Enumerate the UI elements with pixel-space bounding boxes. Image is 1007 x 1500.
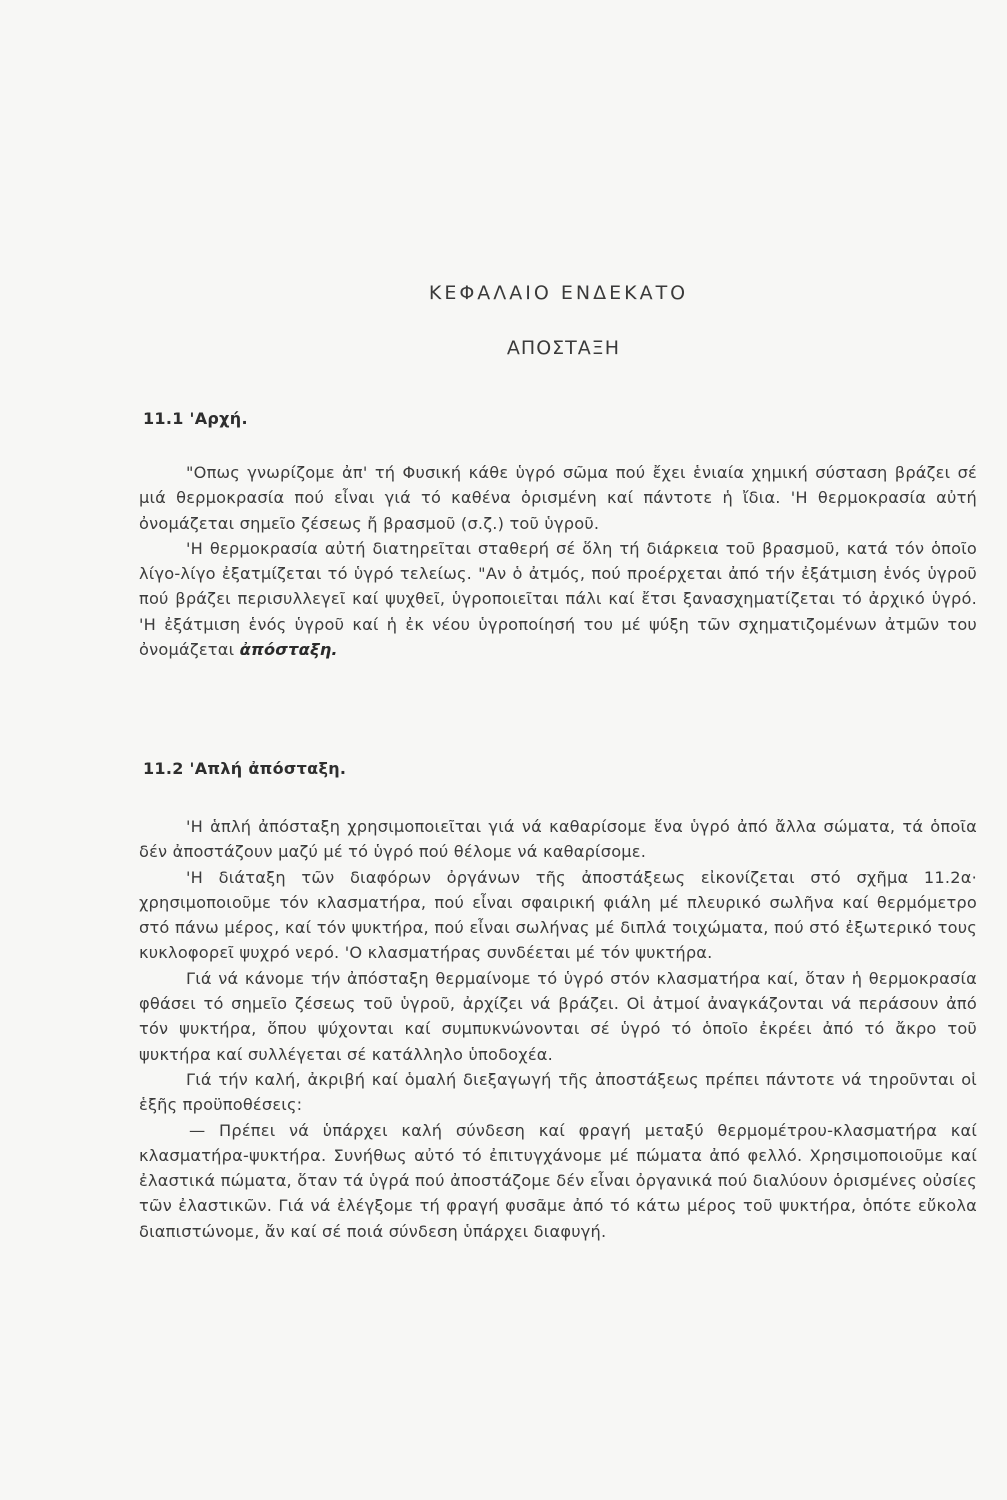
paragraph	[139, 460, 977, 536]
paragraph	[139, 1067, 977, 1118]
paragraph	[139, 1118, 977, 1244]
section-heading-11-1: 11.1 'Αρχή.	[143, 409, 248, 428]
paragraph	[139, 865, 977, 966]
paragraph	[139, 536, 977, 662]
paragraph-text: — Πρέπει νά ὑπάρχει καλή σύνδεση καί φραγή μεταξύ θερμομέτρου-κλασματήρα καί κλασματήρα-ψυκτήρα. Συνήθως αὐτό τό ἐπιτυγχάνομε μέ πώματα ἀπό φελλό. Χρησιμοποιοῦμε καί ἐλαστικά πώματα, ὅταν τά ὑγρά πού ἀποστάζομε δέν εἶναι ὀργανικά πού διαλύουν ὁρισμένες οὐσίες τῶν ἐλαστικῶν. Γιά νά ἐλέγξομε τή φραγή φυσᾶμε ἀπό τό κάτω μέρος τοῦ ψυκτήρα, ὁπότε εὔκολα διαπιστώνομε, ἄν καί σέ ποιά σύνδεση ὑπάρχει διαφυγή.	[139, 1120, 977, 1241]
paragraph-text: Γιά τήν καλή, ἀκριβή καί ὁμαλή διεξαγωγή τῆς ἀποστάξεως πρέπει πάντοτε νά τηροῦνται οἱ ἑξῆς προϋποθέσεις:	[139, 1069, 977, 1115]
paragraph	[139, 814, 977, 865]
term-emphasis: ἀπόσταξη.	[239, 640, 338, 660]
paragraph-text: 'Η διάταξη τῶν διαφόρων ὀργάνων τῆς ἀποστάξεως εἰκονίζεται στό σχῆμα 11.2α· χρησιμοποιοῦμε τόν κλασματήρα, πού εἶναι σφαιρική φιάλη μέ πλευρικό σωλῆνα καί θερμόμετρο στό πάνω μέρος, καί τόν ψυκτήρα, πού εἶναι σωλήνας μέ διπλά τοιχώματα, πού στό ἐξωτερικό τους κυκλοφορεῖ ψυχρό νερό. 'Ο κλασματήρας συνδέεται μέ τόν ψυκτήρα.	[139, 867, 977, 963]
section-heading-11-2: 11.2 'Απλή ἀπόσταξη.	[143, 759, 347, 778]
paragraph-text: Γιά νά κάνομε τήν ἀπόσταξη θερμαίνομε τό ὑγρό στόν κλασματήρα καί, ὅταν ἡ θερμοκρασία φθάσει τό σημεῖο ζέσεως τοῦ ὑγροῦ, ἀρχίζει νά βράζει. Οἱ ἀτμοί ἀναγκάζονται νά περάσουν ἀπό τόν ψυκτήρα, ὅπου ψύχονται καί συμπυκνώνονται σέ ὑγρό τό ὁποῖο ἐκρέει ἀπό τό ἄκρο τοῦ ψυκτήρα καί συλλέγεται σέ κατάλληλο ὑποδοχέα.	[139, 968, 977, 1064]
section-11-2-body	[139, 814, 977, 1244]
paragraph-text: "Οπως γνωρίζομε ἀπ' τή Φυσική κάθε ὑγρό σῶμα πού ἔχει ἑνιαία χημική σύσταση βράζει σέ μιά θερμοκρασία πού εἶναι γιά τό καθένα ὁρισμένη καί πάντοτε ἡ ἴδια. 'Η θερμοκρασία αὐτή ὀνομάζεται σημεῖο ζέσεως ἤ βρασμοῦ (σ.ζ.) τοῦ ὑγροῦ.	[139, 463, 977, 533]
paragraph-text: 'Η ἁπλή ἀπόσταξη χρησιμοποιεῖται γιά νά καθαρίσομε ἕνα ὑγρό ἀπό ἄλλα σώματα, τά ὁποῖα δέν ἀποστάζουν μαζύ μέ τό ὑγρό πού θέλομε νά καθαρίσομε.	[139, 817, 977, 862]
paragraph-text: 'Η θερμοκρασία αὐτή διατηρεῖται σταθερή σέ ὅλη τή διάρκεια τοῦ βρασμοῦ, κατά τόν ὁποῖο λίγο-λίγο ἐξατμίζεται τό ὑγρό τελείως. "Αν ὁ ἀτμός, πού προέρχεται ἀπό τήν ἐξάτμιση ἑνός ὑγροῦ πού βράζει περισυλλεγεῖ καί ψυχθεῖ, ὑγροποιεῖται πάλι καί ἔτσι ξανασχηματίζεται τό ἀρχικό ὑγρό. 'Η ἐξάτμιση ἑνός ὑγροῦ καί ἡ ἐκ νέου ὑγροποίησή του μέ ψύξη τῶν σχηματιζομένων ἀτμῶν του ὀνομάζεται	[139, 538, 977, 660]
paragraph	[139, 966, 977, 1067]
chapter-label: ΚΕΦΑΛΑΙΟ ΕΝΔΕΚΑΤΟ	[428, 282, 689, 304]
chapter-title: ΑΠΟΣΤΑΞΗ	[506, 337, 621, 359]
section-11-1-body	[139, 460, 977, 662]
